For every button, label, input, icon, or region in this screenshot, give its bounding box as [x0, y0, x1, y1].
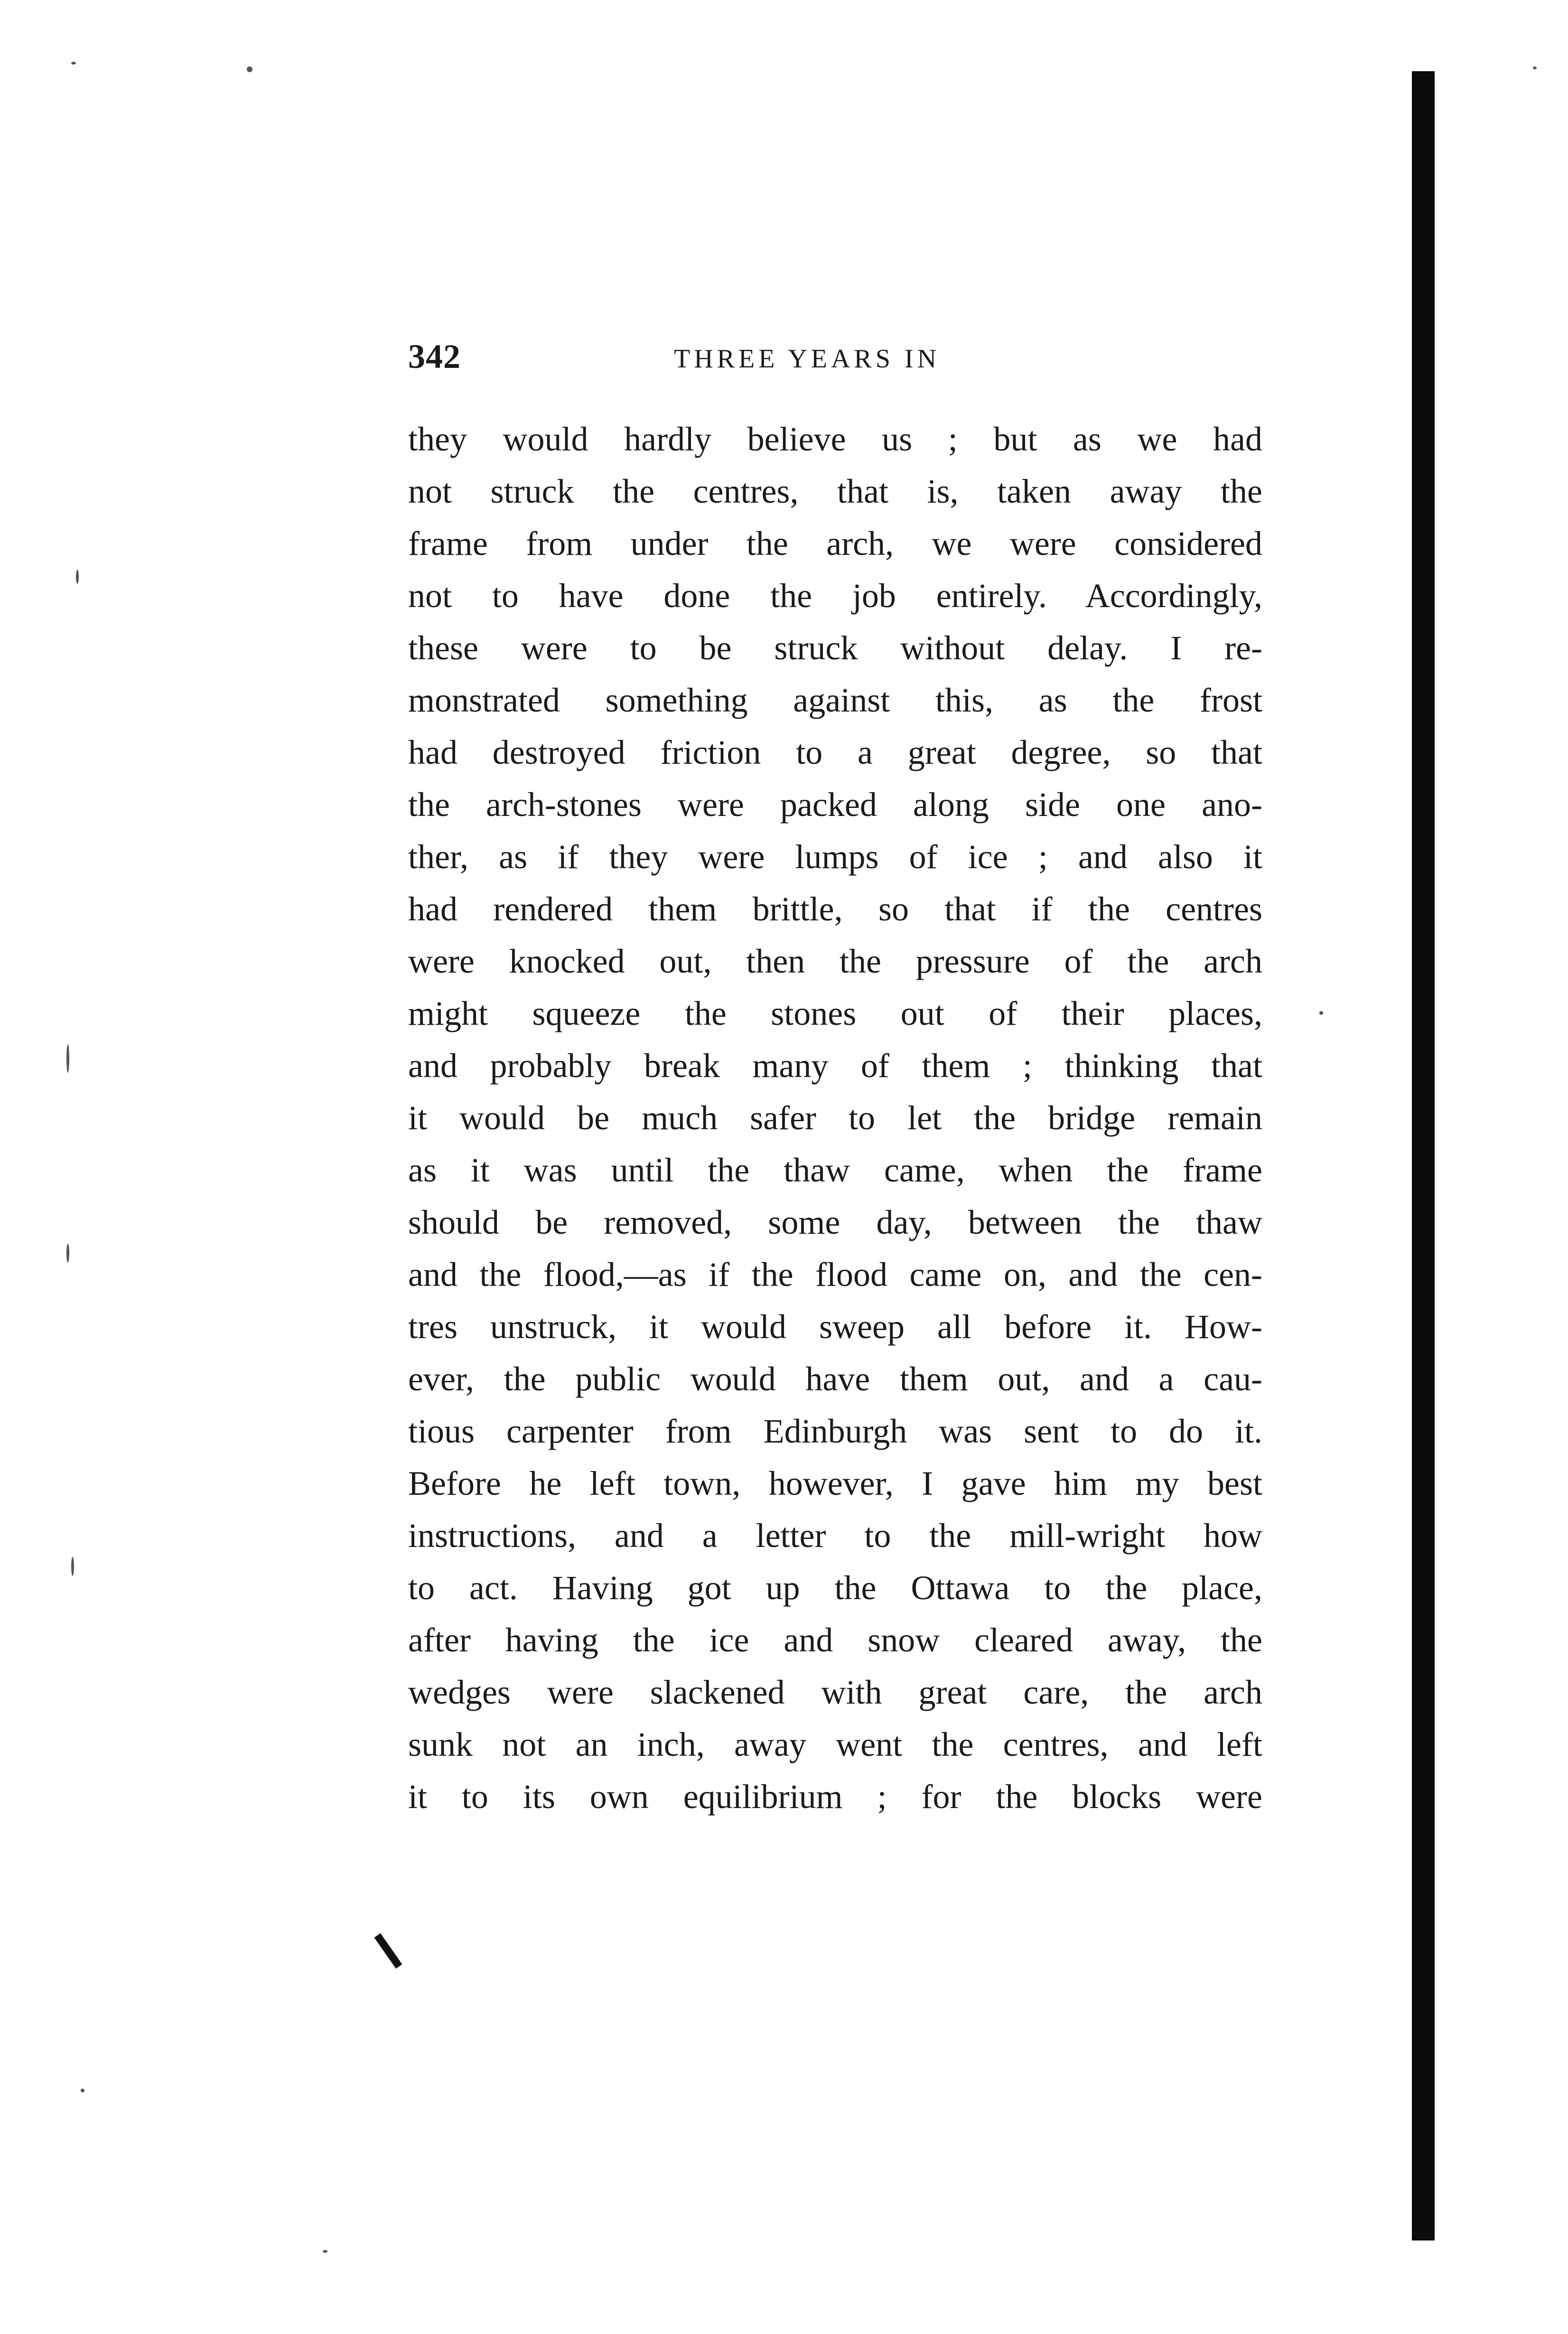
- scan-speck: [66, 1044, 69, 1073]
- scan-speck: [81, 2089, 84, 2092]
- text-line: it to its own equilibrium ; for the blocks were: [408, 1778, 1262, 1816]
- scan-speck: [1319, 1011, 1323, 1015]
- text-line: ever, the public would have them out, and a cau-: [408, 1360, 1262, 1398]
- text-line: ther, as if they were lumps of ice ; and also it: [408, 838, 1262, 876]
- text-line: instructions, and a letter to the mill-wright how: [408, 1517, 1262, 1555]
- text-line: after having the ice and snow cleared away, the: [408, 1621, 1262, 1659]
- text-line: to act. Having got up the Ottawa to the place,: [408, 1569, 1262, 1607]
- page-number: 342: [408, 337, 461, 375]
- text-line: were knocked out, then the pressure of the arch: [408, 942, 1262, 980]
- text-line: not to have done the job entirely. Accordingly,: [408, 577, 1262, 615]
- scan-speck: [71, 1557, 74, 1576]
- text-line: as it was until the thaw came, when the frame: [408, 1151, 1262, 1189]
- text-line: these were to be struck without delay. I re-: [408, 629, 1262, 667]
- scan-speck: [76, 570, 79, 584]
- scan-speck: [71, 62, 76, 65]
- text-line: and the flood,—as if the flood came on, and the cen-: [408, 1256, 1262, 1294]
- body-text: [408, 413, 1262, 1823]
- text-line: might squeeze the stones out of their places,: [408, 994, 1262, 1032]
- scan-speck: [66, 1244, 69, 1263]
- text-line: and probably break many of them ; thinking that: [408, 1047, 1262, 1085]
- ink-mark: [374, 1933, 402, 1969]
- text-line: frame from under the arch, we were considered: [408, 525, 1262, 562]
- text-line: not struck the centres, that is, taken away the: [408, 472, 1262, 510]
- text-line: they would hardly believe us ; but as we had: [408, 420, 1262, 458]
- text-line: had rendered them brittle, so that if the centres: [408, 890, 1262, 928]
- text-line: tious carpenter from Edinburgh was sent to do it.: [408, 1412, 1262, 1450]
- text-line: the arch-stones were packed along side one ano-: [408, 786, 1262, 824]
- scan-speck: [1533, 66, 1537, 69]
- text-line: tres unstruck, it would sweep all before it. How-: [408, 1308, 1262, 1346]
- page-header: [408, 337, 1262, 389]
- text-line: should be removed, some day, between the thaw: [408, 1203, 1262, 1241]
- binding-edge: [1412, 71, 1435, 2240]
- text-line: it would be much safer to let the bridge remain: [408, 1099, 1262, 1137]
- running-head: THREE YEARS IN: [674, 344, 941, 374]
- scan-speck: [323, 2250, 327, 2253]
- text-line: Before he left town, however, I gave him my best: [408, 1464, 1262, 1502]
- text-line: sunk not an inch, away went the centres, and left: [408, 1725, 1262, 1763]
- text-line: wedges were slackened with great care, the arch: [408, 1673, 1262, 1711]
- text-line: had destroyed friction to a great degree, so that: [408, 733, 1262, 771]
- text-line: monstrated something against this, as the frost: [408, 681, 1262, 719]
- scan-speck: [247, 66, 252, 72]
